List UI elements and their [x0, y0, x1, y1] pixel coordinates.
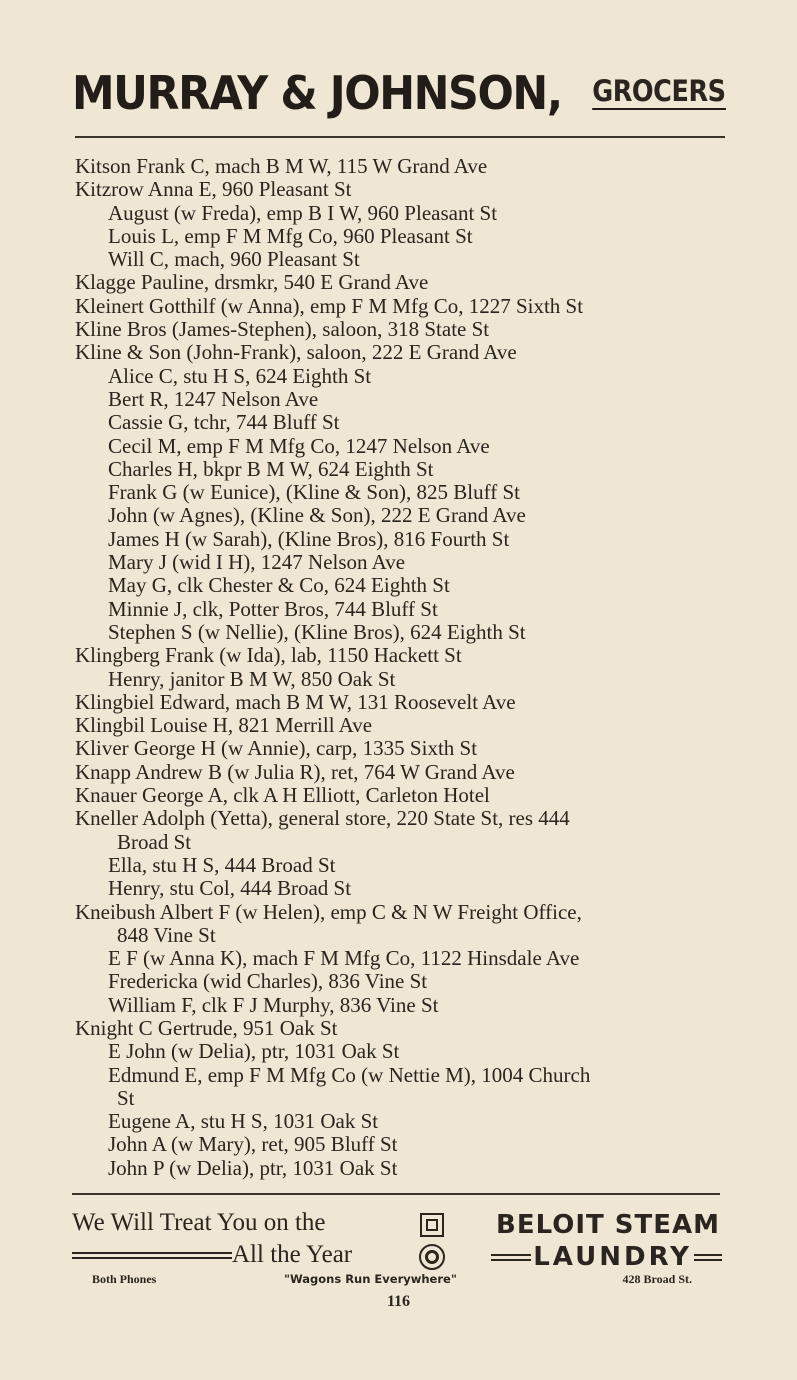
laundry-advertisement [72, 1206, 722, 1296]
header-rule [75, 136, 725, 138]
directory-entry: Klingbil Louise H, 821 Merrill Ave [75, 713, 373, 738]
directory-entry: 848 Vine St [117, 922, 216, 947]
directory-entry: Ella, stu H S, 444 Broad St [108, 852, 336, 877]
directory-entry: Kitzrow Anna E, 960 Pleasant St [75, 177, 352, 202]
directory-entry: St [117, 1085, 135, 1110]
directory-entry: Bert R, 1247 Nelson Ave [108, 386, 319, 411]
company-name: MURRAY & JOHNSON, [72, 66, 562, 120]
directory-entry: Knauer George A, clk A H Elliott, Carleton Hotel [75, 783, 490, 808]
directory-entry: Klingberg Frank (w Ida), lab, 1150 Hackett St [75, 643, 462, 668]
circle-icon [419, 1244, 445, 1270]
directory-entry: Kliver George H (w Annie), carp, 1335 Sixth St [75, 736, 478, 761]
directory-entry: Frank G (w Eunice), (Kline & Son), 825 Bluff St [108, 480, 520, 505]
ad-right-line2 [491, 1242, 722, 1272]
ad-left-line1: We Will Treat You on the [72, 1209, 326, 1236]
ad-right-line1: BELOIT STEAM [496, 1210, 720, 1240]
directory-entry: Kitson Frank C, mach B M W, 115 W Grand Ave [75, 154, 488, 178]
directory-entry: John P (w Delia), ptr, 1031 Oak St [108, 1155, 398, 1180]
ad-address: 428 Broad St. [622, 1272, 692, 1286]
directory-entry: E F (w Anna K), mach F M Mfg Co, 1122 Hinsdale Ave [108, 946, 580, 971]
directory-entries [75, 155, 725, 1180]
square-icon [420, 1213, 444, 1237]
directory-entry: Knapp Andrew B (w Julia R), ret, 764 W Grand Ave [75, 759, 515, 784]
directory-entry: Kline Bros (James-Stephen), saloon, 318 State St [75, 317, 490, 342]
directory-entry: John A (w Mary), ret, 905 Bluff St [108, 1132, 398, 1157]
directory-entry: Kneller Adolph (Yetta), general store, 220 State St, res 444 [75, 806, 570, 831]
directory-entry: Kline & Son (John-Frank), saloon, 222 E Grand Ave [75, 340, 517, 365]
trade-label: GROCERS [593, 76, 726, 110]
directory-entry: Eugene A, stu H S, 1031 Oak St [108, 1109, 379, 1134]
directory-entry: Alice C, stu H S, 624 Eighth St [108, 363, 372, 388]
ad-slogan: "Wagons Run Everywhere" [284, 1272, 457, 1286]
directory-entry: Kneibush Albert F (w Helen), emp C & N W Freight Office, [75, 899, 582, 924]
directory-entry: Klagge Pauline, drsmkr, 540 E Grand Ave [75, 270, 429, 295]
advertisement-header [72, 66, 726, 126]
footer-rule [72, 1193, 720, 1195]
directory-entry: Kleinert Gotthilf (w Anna), emp F M Mfg Co, 1227 Sixth St [75, 293, 584, 318]
directory-entry: E John (w Delia), ptr, 1031 Oak St [108, 1039, 400, 1064]
directory-entry: Will C, mach, 960 Pleasant St [108, 247, 360, 272]
directory-entry: Charles H, bkpr B M W, 624 Eighth St [108, 456, 434, 481]
directory-entry: Knight C Gertrude, 951 Oak St [75, 1015, 338, 1040]
directory-entry: Cecil M, emp F M Mfg Co, 1247 Nelson Ave [108, 433, 490, 458]
directory-entry: Henry, janitor B M W, 850 Oak St [108, 666, 396, 691]
directory-entry: May G, clk Chester & Co, 624 Eighth St [108, 573, 450, 598]
directory-entry: Broad St [117, 829, 192, 854]
ad-left-line2-text: All the Year [232, 1241, 353, 1268]
directory-entry: Cassie G, tchr, 744 Bluff St [108, 410, 340, 435]
directory-entry: Louis L, emp F M Mfg Co, 960 Pleasant St [108, 223, 473, 248]
double-rule [491, 1254, 531, 1261]
page-number: 116 [386, 1293, 411, 1310]
double-rule [694, 1254, 722, 1261]
ad-right-line2-text: LAUNDRY [533, 1242, 692, 1272]
directory-entry: Fredericka (wid Charles), 836 Vine St [108, 969, 428, 994]
double-rule [72, 1252, 232, 1259]
directory-entry: Henry, stu Col, 444 Broad St [108, 876, 352, 901]
directory-entry: William F, clk F J Murphy, 836 Vine St [108, 992, 439, 1017]
directory-entry: Stephen S (w Nellie), (Kline Bros), 624 Eighth St [108, 619, 526, 644]
ad-left-line2 [72, 1241, 352, 1269]
directory-entry: John (w Agnes), (Kline & Son), 222 E Grand Ave [108, 503, 526, 528]
ad-phones: Both Phones [92, 1272, 157, 1286]
directory-entry: James H (w Sarah), (Kline Bros), 816 Fourth St [108, 526, 510, 551]
directory-entry: Klingbiel Edward, mach B M W, 131 Roosevelt Ave [75, 689, 516, 714]
directory-entry: Edmund E, emp F M Mfg Co (w Nettie M), 1004 Church [108, 1062, 591, 1087]
directory-entry: August (w Freda), emp B I W, 960 Pleasant St [108, 200, 498, 225]
directory-entry: Mary J (wid I H), 1247 Nelson Ave [108, 550, 406, 575]
directory-entry: Minnie J, clk, Potter Bros, 744 Bluff St [108, 596, 438, 621]
